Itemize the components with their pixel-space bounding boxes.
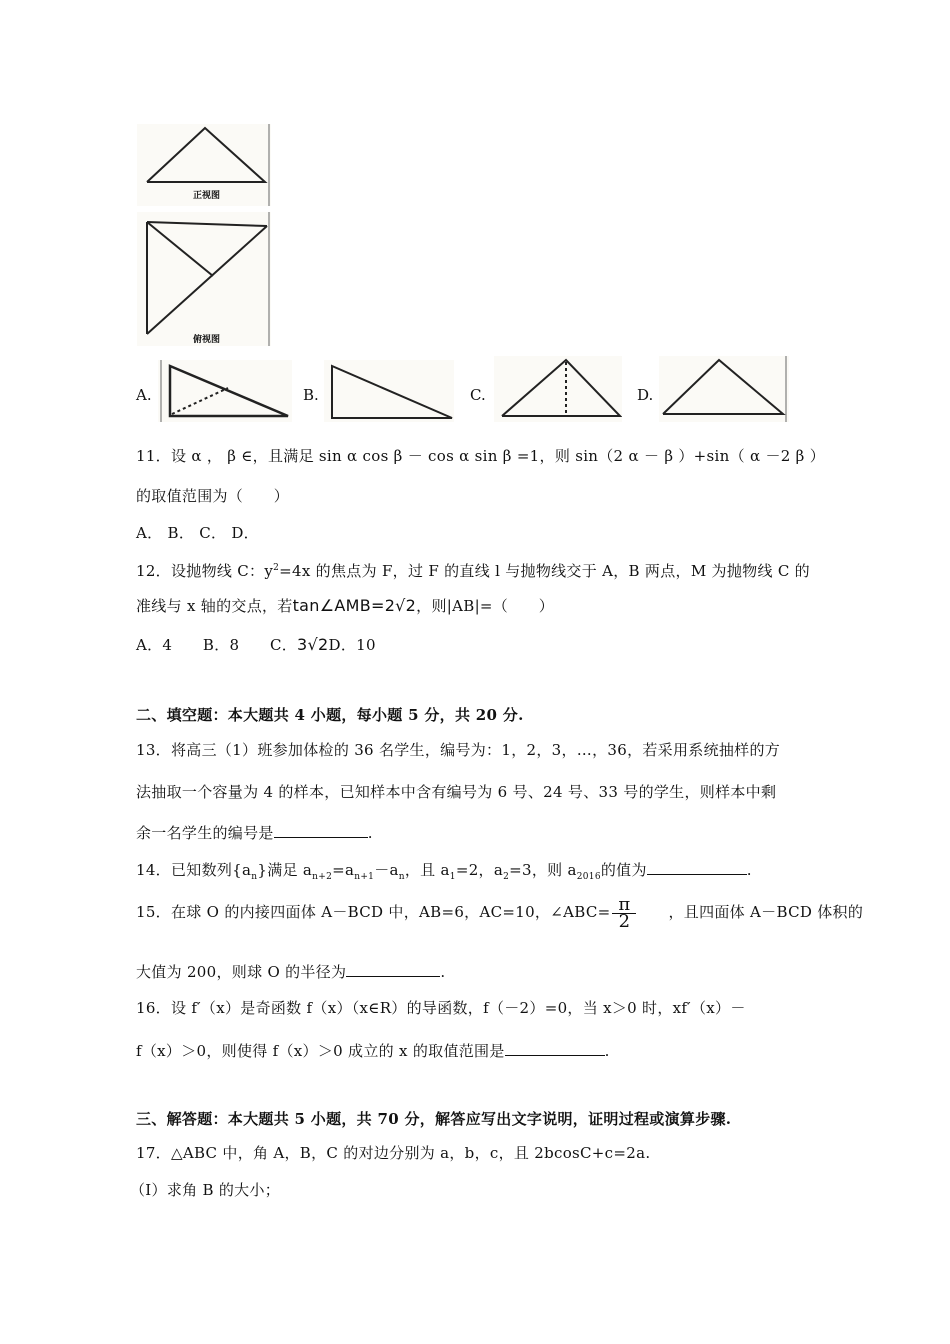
q15-line1-b: ，且四面体 A－BCD 体积的 — [668, 903, 864, 921]
q14-part-d: －a — [374, 861, 399, 879]
q14-part-a: 14．已知数列{a — [136, 861, 252, 879]
q13-line1: 13．将高三（1）班参加体检的 36 名学生，编号为：1，2，3，…，36，若采用系统抽样的方 — [136, 741, 781, 759]
front-view-caption: 正视图 — [193, 191, 221, 201]
q15-line2 — [136, 961, 445, 982]
section2-heading: 二、填空题：本大题共 4 小题，每小题 5 分，共 20 分. — [136, 706, 524, 724]
q11-line1: 11．设 α ， β ∈，且满足 sin α cos β － cos α sin β =1，则 sin（2 α － β ）+sin（ α －2 β ） — [136, 447, 826, 465]
q11-options: A． B． C． D． — [136, 524, 259, 542]
q13-line3 — [136, 822, 373, 843]
q11-line2: 的取值范围为（ ） — [136, 487, 290, 505]
q12-line2 — [136, 596, 554, 616]
q14-sub-2: 2 — [503, 872, 510, 882]
q14-end: . — [746, 861, 752, 879]
q14-sub-n2: n+2 — [312, 872, 333, 882]
q10-option-b-label: B. — [303, 386, 319, 404]
q16-line1: 16．设 f′（x）是奇函数 f（x）（x∈R）的导函数，f（－2）=0，当 x＞0 时，xf′（x）－ — [136, 999, 746, 1017]
q15-end: . — [440, 963, 446, 981]
q10-option-b-figure — [324, 360, 454, 422]
q12-options — [136, 635, 376, 655]
top-view-figure — [137, 212, 271, 346]
q13-line2: 法抽取一个容量为 4 的样本，已知样本中含有编号为 6 号、24 号、33 号的学生，则样本中剩 — [136, 783, 777, 801]
q15-line1-a: 15．在球 O 的内接四面体 A－BCD 中，AB=6，AC=10，∠ABC= — [136, 903, 611, 921]
q15-answer-blank[interactable] — [346, 961, 440, 977]
q13-line3-text: 余一名学生的编号是 — [136, 824, 274, 842]
q14-sub-n: n — [251, 872, 258, 882]
q14-part-c: =a — [332, 861, 355, 879]
q12-tan-formula: tan∠AMB=2√2 — [292, 596, 417, 615]
q13-line3-end: . — [367, 824, 373, 842]
q15-line2-text: 大值为 200，则球 O 的半径为 — [136, 963, 347, 981]
q12-line1-b: =4x 的焦点为 F，过 F 的直线 l 与抛物线交于 A，B 两点，M 为抛物线 C 的 — [279, 562, 810, 580]
q15-frac-num: π — [618, 893, 631, 915]
q12-line1 — [136, 558, 810, 581]
q10-option-a-label: A. — [136, 386, 152, 404]
q10-option-a-figure — [158, 360, 292, 422]
q13-answer-blank[interactable] — [274, 822, 368, 838]
q14-part-h: 的值为 — [600, 861, 647, 879]
q14-part-f: =2，a — [455, 861, 504, 879]
q16-end: . — [604, 1042, 610, 1060]
q12-line2-b: ，则|AB|=（ ） — [416, 597, 555, 615]
q12-option-c-formula: 3√2 — [297, 635, 329, 654]
q12-options-b: D．10 — [328, 636, 376, 654]
q14-sub-2016: 2016 — [576, 872, 601, 882]
option-c-drawing — [494, 356, 622, 422]
q14-part-b: }满足 a — [257, 861, 313, 879]
q10-option-d-label: D. — [637, 386, 654, 404]
front-view-figure — [137, 124, 271, 206]
q14-line — [136, 859, 752, 887]
q12-options-a: A．4 B．8 C． — [136, 636, 298, 654]
section3-heading: 三、解答题：本大题共 5 小题，共 70 分，解答应写出文字说明，证明过程或演算步骤. — [136, 1110, 732, 1128]
q14-part-g: =3，则 a — [509, 861, 577, 879]
q17-line1: 17．△ABC 中，角 A，B，C 的对边分别为 a，b，c，且 2bcosC+c=2a. — [136, 1144, 651, 1162]
option-d-drawing — [659, 356, 789, 422]
q15-frac-den: 2 — [618, 910, 631, 932]
q16-line2-text: f（x）＞0，则使得 f（x）＞0 成立的 x 的取值范围是 — [136, 1042, 505, 1060]
option-b-drawing — [324, 360, 454, 422]
q14-part-e: ，且 a — [404, 861, 450, 879]
q10-option-c-figure — [494, 356, 622, 422]
top-view-drawing — [137, 212, 271, 346]
q12-line1-sup: 2 — [273, 563, 280, 573]
q16-answer-blank[interactable] — [505, 1040, 605, 1056]
q14-sub-1: 1 — [449, 872, 456, 882]
q14-sub-n1: n+1 — [354, 872, 375, 882]
q16-line2 — [136, 1040, 610, 1061]
q15-line1 — [136, 894, 863, 930]
top-view-caption: 俯视图 — [193, 335, 221, 345]
q12-line2-a: 准线与 x 轴的交点，若 — [136, 597, 293, 615]
q10-option-c-label: C. — [470, 386, 486, 404]
q14-answer-blank[interactable] — [647, 859, 747, 875]
q17-line2: （Ⅰ）求角 B 的大小； — [130, 1181, 281, 1199]
q15-fraction — [612, 893, 636, 932]
q12-line1-a: 12．设抛物线 C：y — [136, 562, 274, 580]
q10-option-d-figure — [659, 356, 789, 422]
q14-sub-n-b: n — [398, 872, 405, 882]
option-a-drawing — [158, 360, 292, 422]
